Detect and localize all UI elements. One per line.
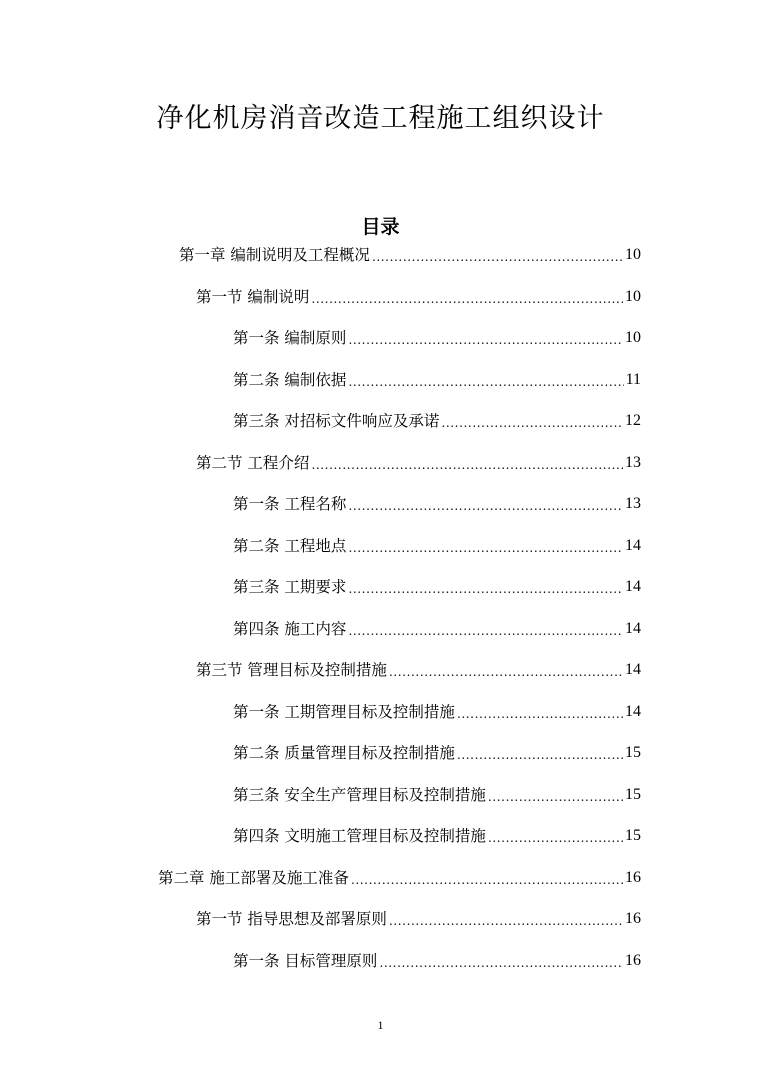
toc-dot-leader xyxy=(389,909,623,929)
toc-heading: 目录 xyxy=(361,216,400,238)
toc-dot-leader xyxy=(348,577,623,597)
toc-entry-label: 第一节 指导思想及部署原则 xyxy=(196,910,387,928)
toc-entry-label: 第三条 对招标文件响应及承诺 xyxy=(233,412,440,430)
toc-entry-label: 第一条 编制原则 xyxy=(233,329,347,347)
toc-entry-label: 第二条 编制依据 xyxy=(233,370,347,389)
toc-dot-leader xyxy=(441,411,623,431)
toc-entry[interactable] xyxy=(233,567,641,597)
toc-entry[interactable] xyxy=(233,733,641,763)
toc-entry[interactable] xyxy=(196,650,641,680)
toc-entry-label: 第二节 工程介绍 xyxy=(196,453,310,472)
toc-entry-page: 10 xyxy=(625,287,641,305)
toc-dot-leader xyxy=(348,494,623,514)
toc-dot-leader xyxy=(348,370,623,390)
toc-entry-page: 16 xyxy=(625,951,641,969)
toc-dot-leader xyxy=(488,785,623,805)
toc-entry-page: 11 xyxy=(625,370,641,388)
toc-entry-page: 14 xyxy=(625,578,641,595)
toc-entry-page: 10 xyxy=(625,329,641,346)
toc-entry-label: 第二章 施工部署及施工准备 xyxy=(158,868,349,887)
toc-entry-label: 第三条 安全生产管理目标及控制措施 xyxy=(233,785,486,804)
toc-dot-leader xyxy=(457,743,623,763)
toc-dot-leader xyxy=(389,660,623,680)
toc-entry[interactable] xyxy=(233,318,641,348)
toc-entry-page: 14 xyxy=(625,619,641,637)
toc-entry-page: 15 xyxy=(625,827,641,844)
toc-entry-page: 14 xyxy=(625,661,641,678)
toc-entry-label: 第一条 工期管理目标及控制措施 xyxy=(233,702,455,721)
toc-entry[interactable] xyxy=(233,526,641,556)
toc-entry[interactable] xyxy=(196,277,641,307)
toc-dot-leader xyxy=(348,536,623,556)
toc-entry[interactable] xyxy=(233,816,641,846)
toc-entry-page: 13 xyxy=(625,453,641,471)
toc-dot-leader xyxy=(351,868,623,888)
toc-entry-label: 第三节 管理目标及控制措施 xyxy=(196,661,387,679)
toc-dot-leader xyxy=(379,951,623,971)
toc-entry-label: 第一条 目标管理原则 xyxy=(233,951,378,970)
toc-entry-label: 第四条 文明施工管理目标及控制措施 xyxy=(233,827,486,845)
toc-dot-leader xyxy=(488,826,623,846)
toc-dot-leader xyxy=(311,287,623,307)
toc-entry-label: 第一节 编制说明 xyxy=(196,287,310,306)
toc-entry[interactable] xyxy=(233,609,641,639)
toc-entry-label: 第一章 编制说明及工程概况 xyxy=(179,246,370,264)
toc-entry[interactable] xyxy=(233,692,641,722)
toc-entry-page: 16 xyxy=(625,910,641,927)
toc-entry-page: 14 xyxy=(625,702,641,720)
toc-entry[interactable] xyxy=(196,899,641,929)
toc-entry-label: 第三条 工期要求 xyxy=(233,578,347,596)
toc-entry-page: 12 xyxy=(625,412,641,429)
toc-entry[interactable] xyxy=(233,401,641,431)
toc-entry[interactable] xyxy=(233,941,641,971)
toc-entry[interactable] xyxy=(179,235,641,265)
toc-entry-label: 第二条 工程地点 xyxy=(233,536,347,555)
toc-entry-page: 13 xyxy=(625,495,641,512)
toc-entry-page: 15 xyxy=(625,744,641,761)
document-title: 净化机房消音改造工程施工组织设计 xyxy=(156,103,605,134)
toc-entry-label: 第二条 质量管理目标及控制措施 xyxy=(233,744,455,762)
toc-entry-label: 第一条 工程名称 xyxy=(233,495,347,513)
toc-dot-leader xyxy=(348,328,623,348)
toc-entry[interactable] xyxy=(233,484,641,514)
toc-dot-leader xyxy=(372,245,623,265)
toc-dot-leader xyxy=(457,702,623,722)
toc-entry-page: 14 xyxy=(625,536,641,554)
toc-entry[interactable] xyxy=(158,858,641,888)
toc-dot-leader xyxy=(348,619,623,639)
toc-entry[interactable] xyxy=(233,360,641,390)
toc-entry-page: 16 xyxy=(625,868,641,886)
toc-entry-page: 10 xyxy=(625,246,641,263)
toc-entry[interactable] xyxy=(233,775,641,805)
toc-entry-label: 第四条 施工内容 xyxy=(233,619,347,638)
page-number: 1 xyxy=(377,1018,384,1032)
toc-dot-leader xyxy=(311,453,623,473)
toc-entry[interactable] xyxy=(196,443,641,473)
toc-entry-page: 15 xyxy=(625,785,641,803)
